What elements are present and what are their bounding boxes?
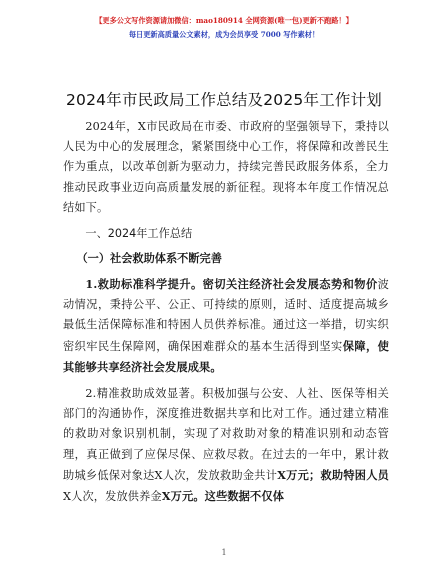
page-number: 1: [221, 548, 227, 557]
item-2-paragraph: [63, 384, 389, 507]
document-title: 2024年市民政局工作总结及2025年工作计划: [66, 91, 382, 109]
item-1-paragraph: [63, 274, 389, 378]
promo-banner-line-1: 【更多公文写作资源请加微信：mao180914 全网资源(唯一包)更新不跑路！】: [95, 16, 353, 25]
item-1-lead: 1.救助标准科学提升。: [85, 277, 203, 292]
item-1-text: 波动情况，秉持公平、公正、可持续的原则，适时、适度提高城乡最低生活保障标准和特困人员供养标准。通过这一举措，切实织密织牢民生保障网，确保困难群众的基本生活得到坚实: [63, 278, 389, 353]
item-2-text-2: X人次，发放供养金: [63, 490, 162, 504]
promo-banner-line-2: 每日更新高质量公文素材，成为会员享受 7000 写作素材！: [128, 30, 320, 39]
item-1-bold-text: 密切关注经济社会发展态势和物价: [202, 277, 378, 292]
section-heading: 一、2024年工作总结: [85, 227, 193, 241]
item-1-bold-ending: 保障，使其能够共享经济社会发展成果。: [63, 338, 389, 374]
subsection-heading: （一）社会救助体系不断完善: [76, 251, 222, 266]
item-2-amount-1: X万元；: [277, 467, 321, 482]
item-2-bold-text: 救助特困人员: [320, 467, 389, 482]
document-body: [63, 117, 389, 513]
item-2-amount-2: X万元。这些数据不仅体: [161, 489, 285, 504]
intro-paragraph: 2024年，X市民政局在市委、市政府的坚强领导下，秉持以人民为中心的发展理念，紧紧围绕中心工作，将保障和改善民生作为重点，以改革创新为驱动力，持续完善民政服务体系，全力推动民政事业迈向高质量发展的新征程。现将本年度工作情况总结如下。: [63, 120, 389, 214]
item-2-lead: 2.精准救助成效显著。: [85, 387, 203, 401]
item-2-text: 积极加强与公安、人社、医保等相关部门的沟通协作，深度推进数据共享和比对工作。通过建立精准的救助对象识别机制，实现了对救助对象的精准识别和动态管理，真正做到了应保尽保、应救尽救。在过去的一年中，累计救助城乡低保对象达X人次，发放救助金共计: [63, 387, 389, 482]
